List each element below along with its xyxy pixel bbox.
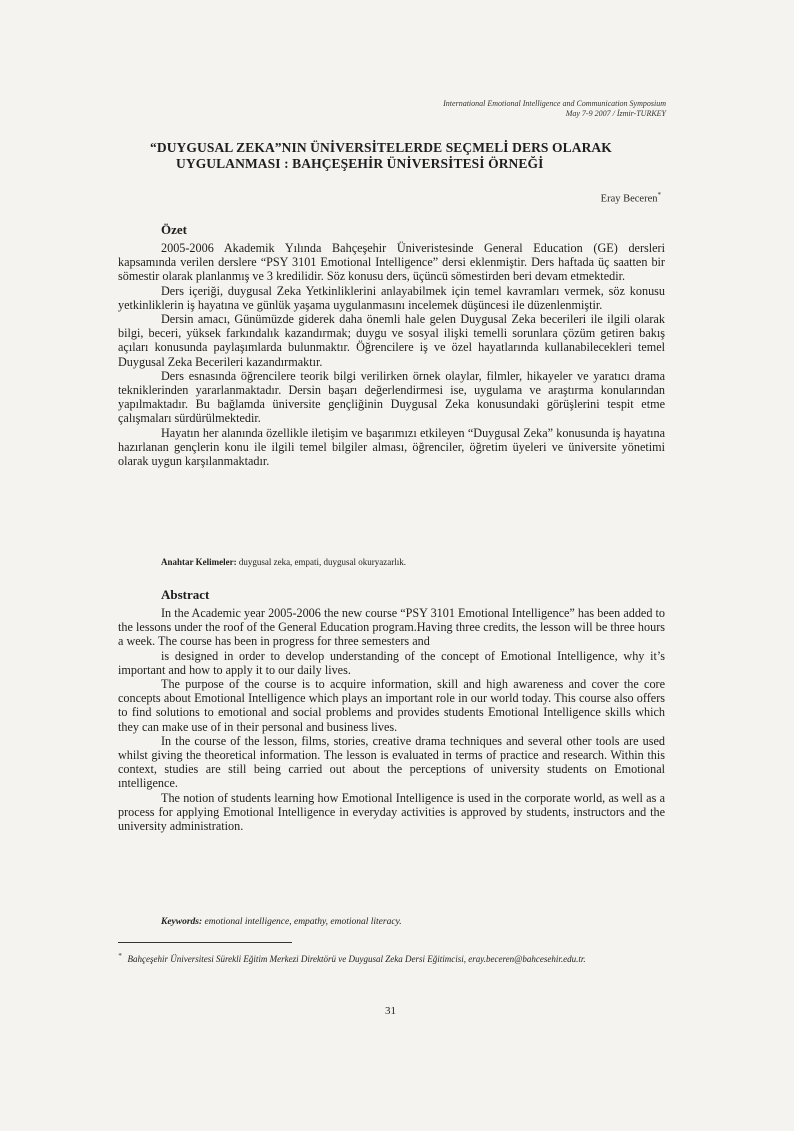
english-keywords-text: emotional intelligence, empathy, emotional literacy. (204, 917, 402, 927)
running-header (443, 99, 666, 119)
ozet-paragraph: 2005-2006 Akademik Yılında Bahçeşehir Üniveristesinde General Education (GE) dersleri kapsamında verilen derslere “PSY 3101 Emotional Intelligence” dersi eklenmiştir. Ders haftada üç saatten bir sömestir olarak planlanmış ve 3 kredilidir. Söz konusu ders, üçüncü sömestirden beri devam etmektedir. (118, 241, 665, 284)
turkish-keywords-text: duygusal zeka, empati, duygusal okuryazarlık. (238, 557, 407, 567)
footnote-text: Bahçeşehir Üniversitesi Sürekli Eğitim Merkezi Direktörü ve Duygusal Zeka Dersi Eğitimcisi, eray.beceren@bahcesehir.edu.tr. (127, 954, 586, 964)
footnote (118, 950, 666, 965)
ozet-paragraph: Hayatın her alanında özellikle iletişim ve başarımızı etkileyen “Duygusal Zeka” konusunda iş hayatına hazırlanan gençlerin konu ile ilgili temel bilgiler alması, öğrenciler, öğretim üyeleri ve üniversite yönetimi olarak uygun karşılanmaktadır. (118, 425, 665, 469)
author-footnote-mark: * (657, 191, 661, 199)
page-number: 31 (385, 1005, 396, 1017)
turkish-keywords-label: Anahtar Kelimeler: (161, 557, 237, 567)
paper-title (150, 140, 670, 172)
abstract-paragraph: The notion of students learning how Emotional Intelligence is used in the corporate world, as well as a process for applying Emotional Intelligence in everyday activities is approved by students, instructors and the university administration. (118, 790, 665, 834)
abstract-paragraph: In the Academic year 2005-2006 the new course “PSY 3101 Emotional Intelligence” has been added to the lessons under the roof of the General Education program.Having three credits, the lesson will be three hours a week. The course has been in progress for three semesters and (118, 606, 665, 649)
ozet-paragraph: Dersin amacı, Günümüzde giderek daha önemli hale gelen Duygusal Zeka becerileri ile ilgili olarak bilgi, beceri, yüksek farkındalık kazandırmak; duygu ve sosyal ilişki temelli sorunlara çözüm getiren bakış açıları konusunda paylaşımlarda bulunmaktır. Öğrencilere iş ve özel hayatlarında kullanabilecekleri temel Duygusal Zeka Becerileri kazandırmaktır. (118, 312, 665, 369)
abstract-paragraph: is designed in order to develop understanding of the concept of Emotional Intelligence, why it’s important and how to apply it to our daily lives. (118, 648, 665, 677)
english-keywords-label: Keywords: (161, 917, 203, 927)
author (601, 191, 661, 205)
header-symposium: International Emotional Intelligence and Communication Symposium (443, 99, 666, 108)
abstract-section (118, 587, 665, 833)
ozet-heading: Özet (161, 222, 187, 237)
abstract-paragraph: The purpose of the course is to acquire information, skill and high awareness and cover the core concepts about Emotional Intelligence which plays an important role in our world today. This course also offers to find solutions to emotional and social problems and provides students Emotional Intelligence skills which they can make use of in their personal and business lives. (118, 677, 665, 734)
footnote-divider (118, 942, 292, 943)
author-name: Eray Beceren (600, 193, 658, 205)
english-keywords (161, 917, 402, 927)
header-date-place: May 7-9 2007 / İzmir-TURKEY (565, 109, 666, 118)
turkish-keywords (161, 557, 406, 567)
abstract-paragraph: In the course of the lesson, films, stories, creative drama techniques and several other tools are used whilst giving the theoretical information. The lesson is evaluated in terms of practice and research. Within this context, studies are still being carried out about the perceptions of university students on Emotional ıntelligence. (118, 733, 665, 791)
ozet-section (118, 222, 665, 468)
title-line-1: “DUYGUSAL ZEKA”NIN ÜNİVERSİTELERDE SEÇMELİ DERS OLARAK (150, 140, 612, 155)
ozet-paragraph: Ders içeriği, duygusal Zeka Yetkinliklerini anlayabilmek için temel kavramları vermek, söz konusu yetkinliklerin iş hayatına ve günlük yaşama uygulanmasını incelemek düşüncesi ile düzenlenmiştir. (118, 283, 665, 312)
abstract-heading: Abstract (161, 587, 210, 602)
title-line-2: UYGULANMASI : BAHÇEŞEHİR ÜNİVERSİTESİ ÖRNEĞİ (176, 156, 544, 171)
ozet-paragraph: Ders esnasında öğrencilere teorik bilgi verilirken örnek olaylar, filmler, hikayeler ve yaratıcı drama tekniklerinden yararlanmaktadır. Dersin başarı değerlendirmesi ise, uygulama ve araştırma konularından yapılmaktadır. Bu bağlamda üniversite gençliğinin Duygusal Zeka konusundaki görüşlerini tespit etme çalışmaları sürdürülmektedir. (118, 368, 665, 426)
footnote-mark: * (118, 952, 122, 960)
